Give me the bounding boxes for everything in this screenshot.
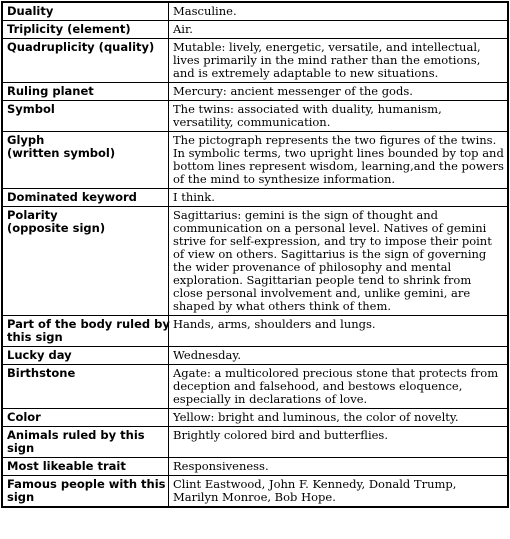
row-value <box>169 83 509 101</box>
value-line: of the mind to synthesize information. <box>173 172 396 186</box>
row-label <box>2 101 169 132</box>
table-row <box>2 21 508 39</box>
table-row <box>2 316 508 347</box>
value-line: In symbolic terms, two upright lines bounded by top and <box>173 146 504 160</box>
label-line: Triplicity (element) <box>7 22 131 36</box>
value-line: close personal involvement and, unlike gemini, are <box>173 286 471 300</box>
value-line: Brightly colored bird and butterflies. <box>173 428 388 442</box>
zodiac-traits-table <box>1 1 509 508</box>
row-label <box>2 189 169 207</box>
table-row <box>2 83 508 101</box>
label-line: Duality <box>7 4 54 18</box>
value-line: bottom lines represent wisdom, learning,and the powers <box>173 159 504 173</box>
row-value <box>169 39 509 83</box>
row-value <box>169 476 509 508</box>
table-row <box>2 101 508 132</box>
label-line: Animals ruled by this <box>7 428 145 442</box>
table-row <box>2 409 508 427</box>
label-line: Ruling planet <box>7 84 94 98</box>
value-line: versatility, communication. <box>173 115 331 129</box>
value-line: Air. <box>173 22 193 36</box>
value-line: the wider provenance of philosophy and mental <box>173 260 452 274</box>
table-row <box>2 347 508 365</box>
table-row <box>2 458 508 476</box>
label-line: Lucky day <box>7 348 72 362</box>
value-line: Marilyn Monroe, Bob Hope. <box>173 490 336 504</box>
value-line: Mercury: ancient messenger of the gods. <box>173 84 413 98</box>
label-line: this sign <box>7 330 63 344</box>
label-line: Birthstone <box>7 366 76 380</box>
label-line: Glyph <box>7 133 45 147</box>
row-value <box>169 427 509 458</box>
row-label <box>2 347 169 365</box>
row-value <box>169 458 509 476</box>
label-line: Famous people with this <box>7 477 166 491</box>
row-label <box>2 365 169 409</box>
value-line: especially in declarations of love. <box>173 392 368 406</box>
value-line: Sagittarius: gemini is the sign of thought and <box>173 208 438 222</box>
row-value <box>169 316 509 347</box>
row-label <box>2 132 169 189</box>
label-line: (written symbol) <box>7 146 116 160</box>
value-line: The pictograph represents the two figures of the twins. <box>173 133 497 147</box>
table-row <box>2 207 508 316</box>
label-line: Dominated keyword <box>7 190 137 204</box>
value-line: shaped by what others think of them. <box>173 299 392 313</box>
row-label <box>2 316 169 347</box>
value-line: Agate: a multicolored precious stone that protects from <box>173 366 499 380</box>
label-line: (opposite sign) <box>7 221 106 235</box>
row-label <box>2 476 169 508</box>
label-line: Symbol <box>7 102 55 116</box>
value-line: Wednesday. <box>173 348 242 362</box>
value-line: exploration. Sagittarian people tend to shrink from <box>173 273 472 287</box>
row-value <box>169 132 509 189</box>
value-line: Masculine. <box>173 4 237 18</box>
row-value <box>169 409 509 427</box>
value-line: and is extremely adaptable to new situations. <box>173 66 439 80</box>
row-value <box>169 101 509 132</box>
value-line: strive for self-expression, and try to impose their point <box>173 234 492 248</box>
value-line: Clint Eastwood, John F. Kennedy, Donald Trump, <box>173 477 457 491</box>
label-line: Quadruplicity (quality) <box>7 40 155 54</box>
row-label <box>2 83 169 101</box>
label-line: sign <box>7 490 35 504</box>
value-line: I think. <box>173 190 215 204</box>
value-line: lives primarily in the mind rather than the emotions, <box>173 53 481 67</box>
value-line: communication on a personal level. Natives of gemini <box>173 221 487 235</box>
table-row <box>2 2 508 21</box>
value-line: Mutable: lively, energetic, versatile, and intellectual, <box>173 40 481 54</box>
traits-table-body <box>2 2 508 507</box>
label-line: Part of the body ruled by <box>7 317 170 331</box>
label-line: Most likeable trait <box>7 459 126 473</box>
value-line: Hands, arms, shoulders and lungs. <box>173 317 376 331</box>
table-row <box>2 39 508 83</box>
label-line: Color <box>7 410 41 424</box>
row-label <box>2 458 169 476</box>
row-label <box>2 409 169 427</box>
row-label <box>2 39 169 83</box>
table-row <box>2 132 508 189</box>
value-line: Yellow: bright and luminous, the color of novelty. <box>173 410 459 424</box>
row-value <box>169 21 509 39</box>
row-label <box>2 427 169 458</box>
table-row <box>2 365 508 409</box>
value-line: Responsiveness. <box>173 459 269 473</box>
row-label <box>2 2 169 21</box>
table-row <box>2 476 508 508</box>
row-value <box>169 2 509 21</box>
row-value <box>169 207 509 316</box>
row-value <box>169 347 509 365</box>
row-label <box>2 21 169 39</box>
row-label <box>2 207 169 316</box>
value-line: deception and falsehood, and bestows eloquence, <box>173 379 463 393</box>
table-row <box>2 189 508 207</box>
value-line: The twins: associated with duality, humanism, <box>173 102 442 116</box>
label-line: sign <box>7 441 35 455</box>
row-value <box>169 189 509 207</box>
row-value <box>169 365 509 409</box>
table-row <box>2 427 508 458</box>
value-line: of view on others. Sagittarius is the sign of governing <box>173 247 487 261</box>
label-line: Polarity <box>7 208 58 222</box>
